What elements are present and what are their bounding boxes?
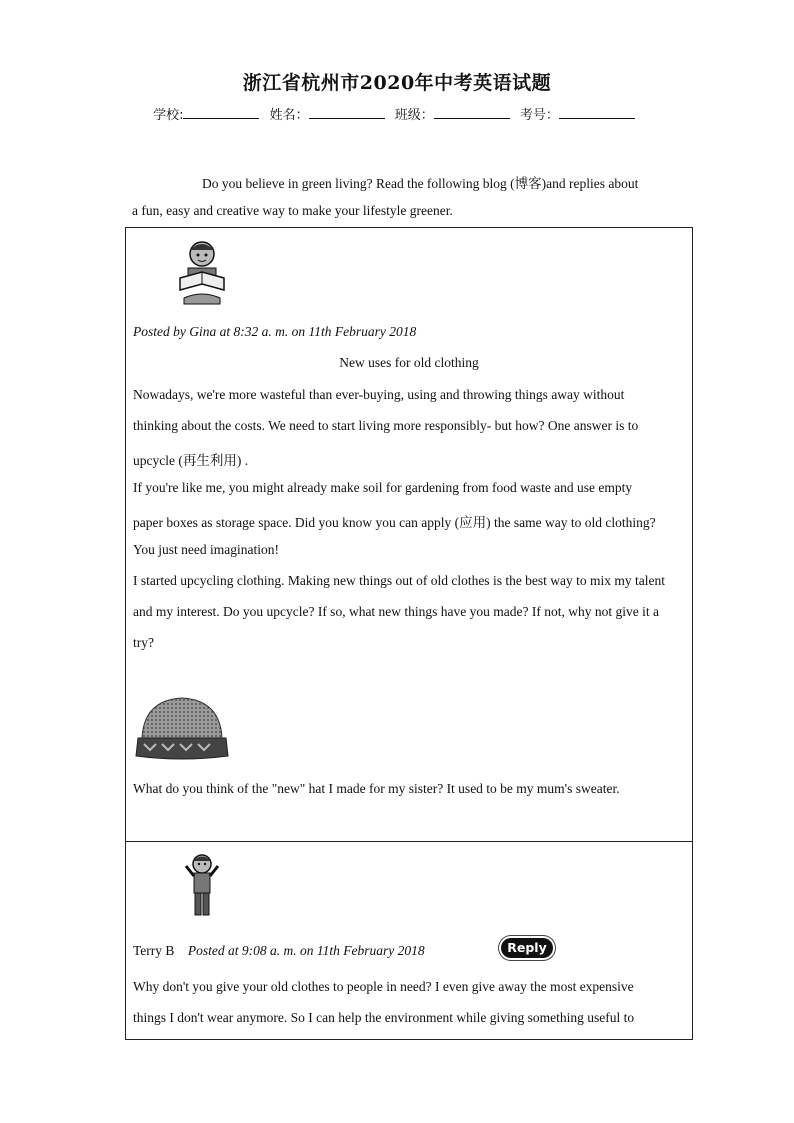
intro-line-2: a fun, easy and creative way to make your lifestyle greener. <box>132 203 453 218</box>
class-label: 班级： <box>394 108 434 123</box>
reply-author: Terry B <box>133 943 175 958</box>
blog-reply-terry <box>125 841 693 1040</box>
intro-line-1: Do you believe in green living? Read the following blog (博客)and replies about <box>202 176 639 191</box>
blog-post-gina <box>125 227 693 842</box>
post-heading: New uses for old clothing <box>339 355 479 370</box>
student-info-line <box>0 104 794 123</box>
name-blank[interactable] <box>309 106 385 119</box>
post-line: You just need imagination! <box>133 542 279 557</box>
post-line: upcycle (再生利用) . <box>133 453 249 468</box>
reply-line: things I don't wear anymore. So I can help the environment while giving something useful to <box>133 1010 635 1025</box>
page-title: 浙江省杭州市2020年中考英语试题 <box>242 72 552 94</box>
post-line: thinking about the costs. We need to start living more responsibly- but how? One answer is to <box>133 418 639 433</box>
class-blank[interactable] <box>434 106 510 119</box>
post-line: Nowadays, we're more wasteful than ever-buying, using and throwing things away without <box>133 387 625 402</box>
knitted-hat-icon <box>134 694 230 764</box>
school-blank[interactable] <box>183 106 259 119</box>
reply-posted: Posted at 9:08 a. m. on 11th February 2018 <box>187 943 425 958</box>
name-label: 姓名： <box>269 108 309 123</box>
post-line: If you're like me, you might already make soil for gardening from food waste and use empty <box>133 480 633 495</box>
reply-meta <box>133 943 425 959</box>
post-caption: What do you think of the "new" hat I made for my sister? It used to be my mum's sweater. <box>133 781 620 796</box>
reply-line: Why don't you give your old clothes to people in need? I even give away the most expensive <box>133 979 634 994</box>
waving-boy-icon <box>184 852 220 922</box>
post-line: and my interest. Do you upcycle? If so, what new things have you made? If not, why not give it a <box>133 604 659 619</box>
post-line: paper boxes as storage space. Did you know you can apply (应用) the same way to old clothing? <box>133 515 656 530</box>
post-meta: Posted by Gina at 8:32 a. m. on 11th February 2018 <box>133 324 417 339</box>
exam-number-label: 考号： <box>519 108 559 123</box>
reading-boy-icon <box>174 238 230 310</box>
reply-button[interactable]: Reply <box>501 938 553 958</box>
school-label: 学校: <box>153 108 184 123</box>
post-line: I started upcycling clothing. Making new things out of old clothes is the best way to mix my talent <box>133 573 666 588</box>
post-line: try? <box>133 635 154 650</box>
exam-number-blank[interactable] <box>559 106 635 119</box>
